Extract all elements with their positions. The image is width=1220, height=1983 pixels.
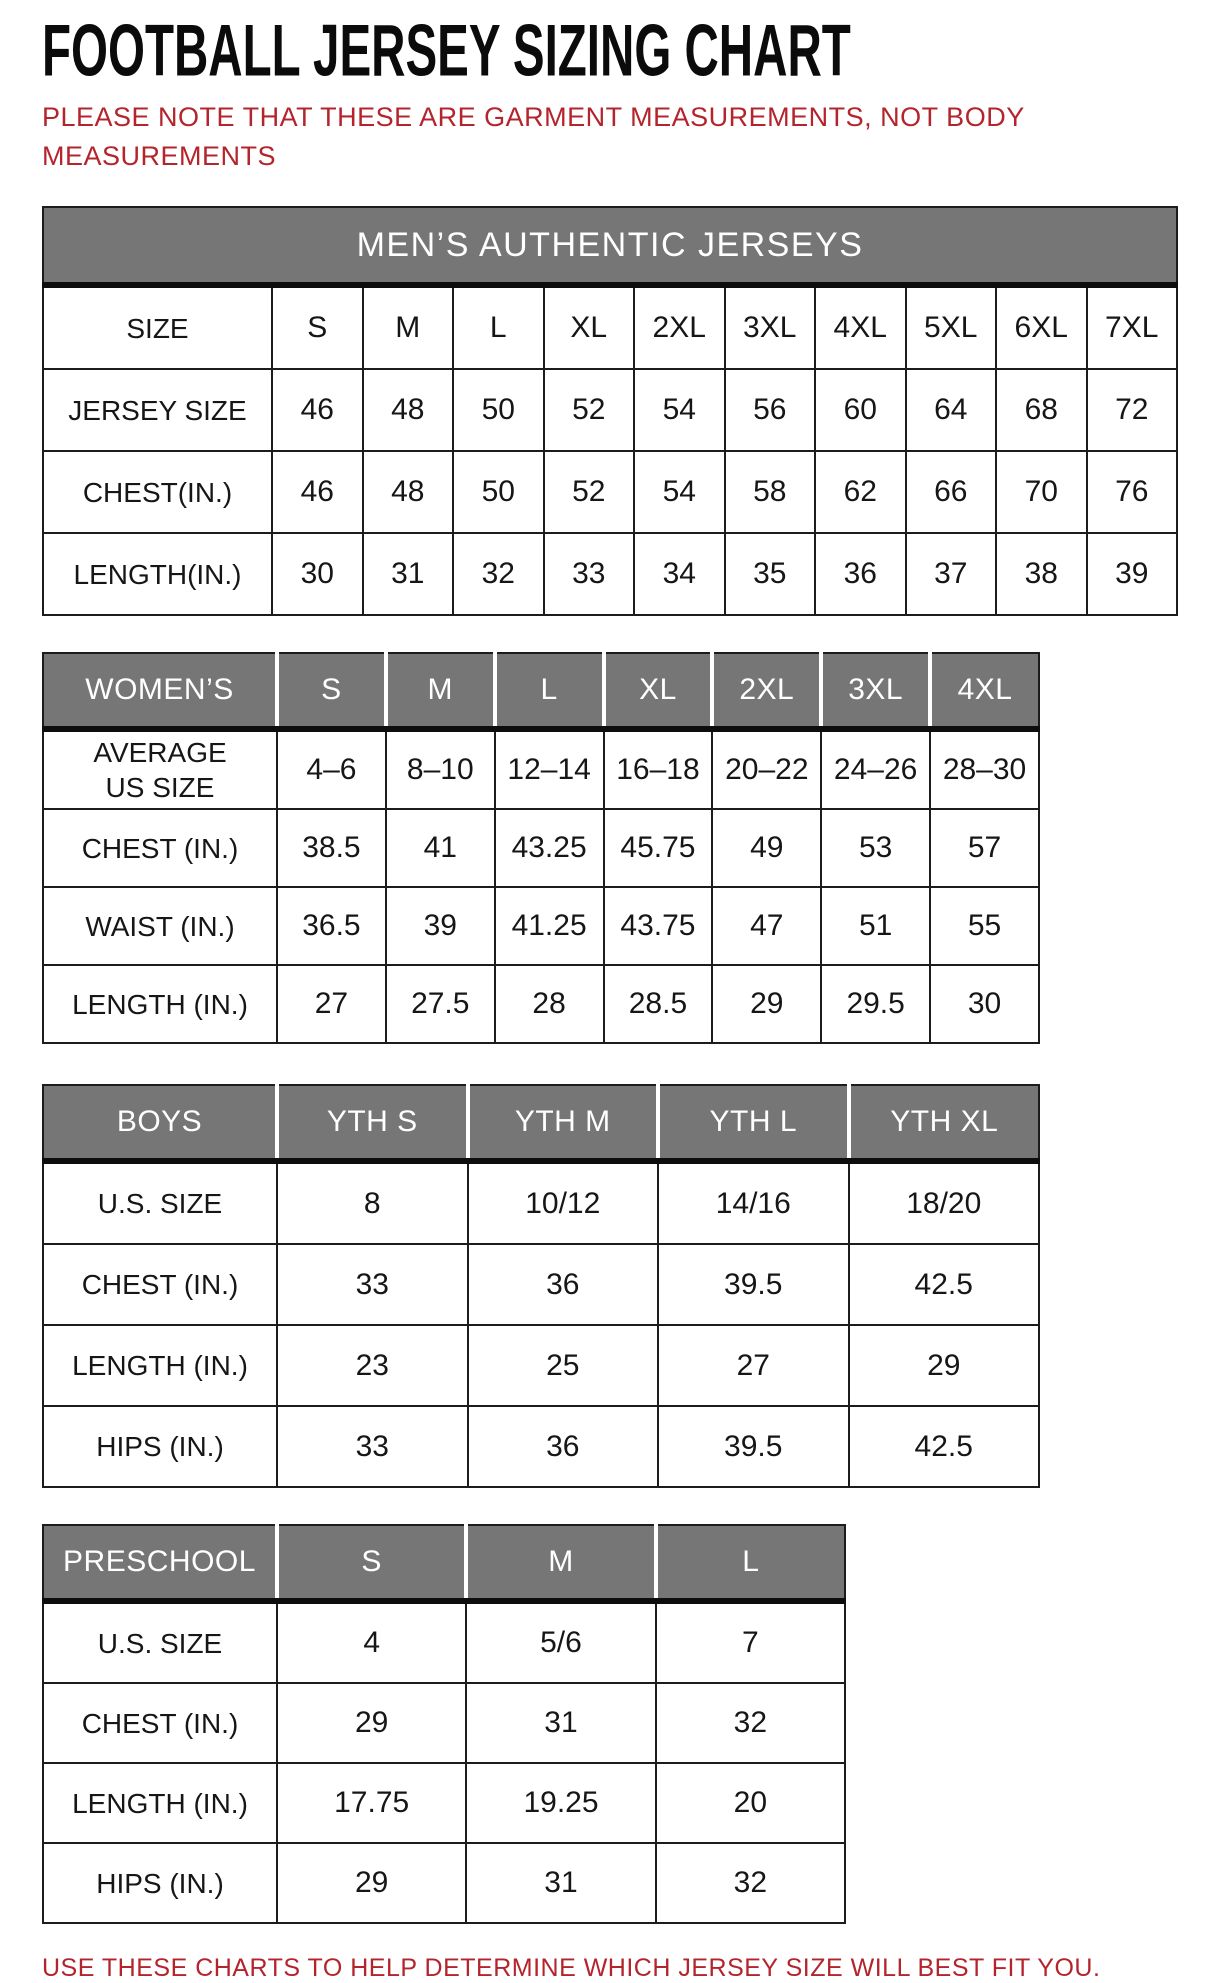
cell: 51 — [821, 887, 930, 965]
cell: XL — [544, 285, 635, 369]
cell: 39 — [1087, 533, 1178, 615]
cell: 4–6 — [277, 729, 386, 809]
table-row — [43, 451, 1177, 533]
cell: 37 — [906, 533, 997, 615]
boys-table — [42, 1084, 1040, 1488]
cell: M — [363, 285, 454, 369]
cell: 48 — [363, 369, 454, 451]
cell: 27 — [277, 965, 386, 1043]
cell: 48 — [363, 451, 454, 533]
cell: 50 — [453, 369, 544, 451]
cell: 8 — [277, 1161, 468, 1244]
row-label: AVERAGE US SIZE — [43, 729, 277, 809]
row-label: LENGTH(IN.) — [43, 533, 272, 615]
cell: 57 — [930, 809, 1039, 887]
row-label: U.S. SIZE — [43, 1161, 277, 1244]
cell: 17.75 — [277, 1763, 466, 1843]
column-header: YTH L — [658, 1085, 849, 1161]
cell: 31 — [363, 533, 454, 615]
cell: 45.75 — [604, 809, 713, 887]
cell: 39.5 — [658, 1244, 849, 1325]
cell: 4 — [277, 1601, 466, 1683]
table-row — [43, 1325, 1039, 1406]
row-label: U.S. SIZE — [43, 1601, 277, 1683]
cell: 29 — [712, 965, 821, 1043]
cell: 58 — [725, 451, 816, 533]
cell: 66 — [906, 451, 997, 533]
boys-sizing-table — [42, 1084, 1220, 1488]
cell: 18/20 — [849, 1161, 1040, 1244]
cell: 33 — [277, 1244, 468, 1325]
cell: 32 — [656, 1683, 845, 1763]
column-header: 3XL — [821, 653, 930, 729]
cell: 32 — [656, 1843, 845, 1923]
column-header: M — [466, 1525, 655, 1601]
cell: 55 — [930, 887, 1039, 965]
cell: 41.25 — [495, 887, 604, 965]
cell: 76 — [1087, 451, 1178, 533]
cell: 23 — [277, 1325, 468, 1406]
cell: 54 — [634, 451, 725, 533]
womens-table — [42, 652, 1040, 1044]
cell: 38 — [996, 533, 1087, 615]
cell: 43.75 — [604, 887, 713, 965]
cell: 12–14 — [495, 729, 604, 809]
boys-header-label: BOYS — [43, 1085, 277, 1161]
cell: 50 — [453, 451, 544, 533]
cell: 36.5 — [277, 887, 386, 965]
cell: 38.5 — [277, 809, 386, 887]
column-header: S — [277, 653, 386, 729]
cell: 46 — [272, 451, 363, 533]
table-row — [43, 965, 1039, 1043]
cell: 52 — [544, 369, 635, 451]
cell: 31 — [466, 1683, 655, 1763]
row-label: LENGTH (IN.) — [43, 1325, 277, 1406]
table-row — [43, 369, 1177, 451]
row-label: CHEST (IN.) — [43, 1244, 277, 1325]
cell: 39 — [386, 887, 495, 965]
row-label: HIPS (IN.) — [43, 1406, 277, 1487]
cell: 29 — [849, 1325, 1040, 1406]
cell: 70 — [996, 451, 1087, 533]
cell: 46 — [272, 369, 363, 451]
row-label: HIPS (IN.) — [43, 1843, 277, 1923]
column-header: YTH M — [468, 1085, 659, 1161]
garment-measurements-note: PLEASE NOTE THAT THESE ARE GARMENT MEASUREMENTS, NOT BODY MEASUREMENTS — [42, 102, 1025, 172]
column-header: YTH XL — [849, 1085, 1040, 1161]
cell: 36 — [468, 1406, 659, 1487]
cell: 24–26 — [821, 729, 930, 809]
cell: 29.5 — [821, 965, 930, 1043]
table-row — [43, 533, 1177, 615]
cell: 7 — [656, 1601, 845, 1683]
cell: 43.25 — [495, 809, 604, 887]
table-row — [43, 809, 1039, 887]
fit-advice-note: USE THESE CHARTS TO HELP DETERMINE WHICH JERSEY SIZE WILL BEST FIT YOU. — [42, 1954, 1101, 1983]
cell: 33 — [277, 1406, 468, 1487]
row-label: LENGTH (IN.) — [43, 1763, 277, 1843]
row-label: WAIST (IN.) — [43, 887, 277, 965]
mens-table — [42, 206, 1178, 616]
cell: 30 — [930, 965, 1039, 1043]
row-label: CHEST(IN.) — [43, 451, 272, 533]
cell: 16–18 — [604, 729, 713, 809]
column-header: 4XL — [930, 653, 1039, 729]
cell: 29 — [277, 1683, 466, 1763]
cell: 42.5 — [849, 1244, 1040, 1325]
cell: 14/16 — [658, 1161, 849, 1244]
table-row — [43, 1244, 1039, 1325]
cell: L — [453, 285, 544, 369]
cell: 33 — [544, 533, 635, 615]
column-header: M — [386, 653, 495, 729]
mens-authentic-jerseys-table — [42, 206, 1220, 616]
cell: 64 — [906, 369, 997, 451]
cell: 34 — [634, 533, 725, 615]
cell: 35 — [725, 533, 816, 615]
cell: 4XL — [815, 285, 906, 369]
cell: 39.5 — [658, 1406, 849, 1487]
cell: 27 — [658, 1325, 849, 1406]
table-row — [43, 1406, 1039, 1487]
row-label: LENGTH (IN.) — [43, 965, 277, 1043]
column-header: L — [656, 1525, 845, 1601]
cell: 68 — [996, 369, 1087, 451]
cell: 62 — [815, 451, 906, 533]
cell: 28.5 — [604, 965, 713, 1043]
column-header: 2XL — [712, 653, 821, 729]
page-title-text: FOOTBALL JERSEY SIZING CHART — [42, 10, 851, 92]
column-header: XL — [604, 653, 713, 729]
cell: 20–22 — [712, 729, 821, 809]
cell: 25 — [468, 1325, 659, 1406]
page-title — [42, 10, 1220, 92]
cell: S — [272, 285, 363, 369]
cell: 72 — [1087, 369, 1178, 451]
row-label: CHEST (IN.) — [43, 1683, 277, 1763]
table-row — [43, 1683, 845, 1763]
table-row — [43, 1843, 845, 1923]
cell: 53 — [821, 809, 930, 887]
table-row — [43, 285, 1177, 369]
cell: 2XL — [634, 285, 725, 369]
cell: 36 — [468, 1244, 659, 1325]
cell: 10/12 — [468, 1161, 659, 1244]
cell: 31 — [466, 1843, 655, 1923]
table-row — [43, 729, 1039, 809]
cell: 20 — [656, 1763, 845, 1843]
cell: 36 — [815, 533, 906, 615]
table-row — [43, 1763, 845, 1843]
cell: 42.5 — [849, 1406, 1040, 1487]
cell: 8–10 — [386, 729, 495, 809]
cell: 5XL — [906, 285, 997, 369]
row-label: SIZE — [43, 285, 272, 369]
cell: 60 — [815, 369, 906, 451]
mens-banner: MEN’S AUTHENTIC JERSEYS — [43, 207, 1177, 285]
column-header: L — [495, 653, 604, 729]
cell: 41 — [386, 809, 495, 887]
row-label: CHEST (IN.) — [43, 809, 277, 887]
cell: 29 — [277, 1843, 466, 1923]
table-row — [43, 1601, 845, 1683]
cell: 19.25 — [466, 1763, 655, 1843]
column-header: YTH S — [277, 1085, 468, 1161]
cell: 56 — [725, 369, 816, 451]
cell: 28–30 — [930, 729, 1039, 809]
cell: 30 — [272, 533, 363, 615]
table-row — [43, 1161, 1039, 1244]
cell: 27.5 — [386, 965, 495, 1043]
preschool-header-label: PRESCHOOL — [43, 1525, 277, 1601]
cell: 54 — [634, 369, 725, 451]
preschool-sizing-table — [42, 1524, 1220, 1924]
column-header: S — [277, 1525, 466, 1601]
cell: 52 — [544, 451, 635, 533]
cell: 7XL — [1087, 285, 1178, 369]
cell: 6XL — [996, 285, 1087, 369]
womens-header-label: WOMEN’S — [43, 653, 277, 729]
womens-sizing-table — [42, 652, 1220, 1044]
cell: 32 — [453, 533, 544, 615]
cell: 47 — [712, 887, 821, 965]
table-row — [43, 887, 1039, 965]
cell: 3XL — [725, 285, 816, 369]
cell: 49 — [712, 809, 821, 887]
row-label: JERSEY SIZE — [43, 369, 272, 451]
cell: 5/6 — [466, 1601, 655, 1683]
preschool-table — [42, 1524, 846, 1924]
cell: 28 — [495, 965, 604, 1043]
